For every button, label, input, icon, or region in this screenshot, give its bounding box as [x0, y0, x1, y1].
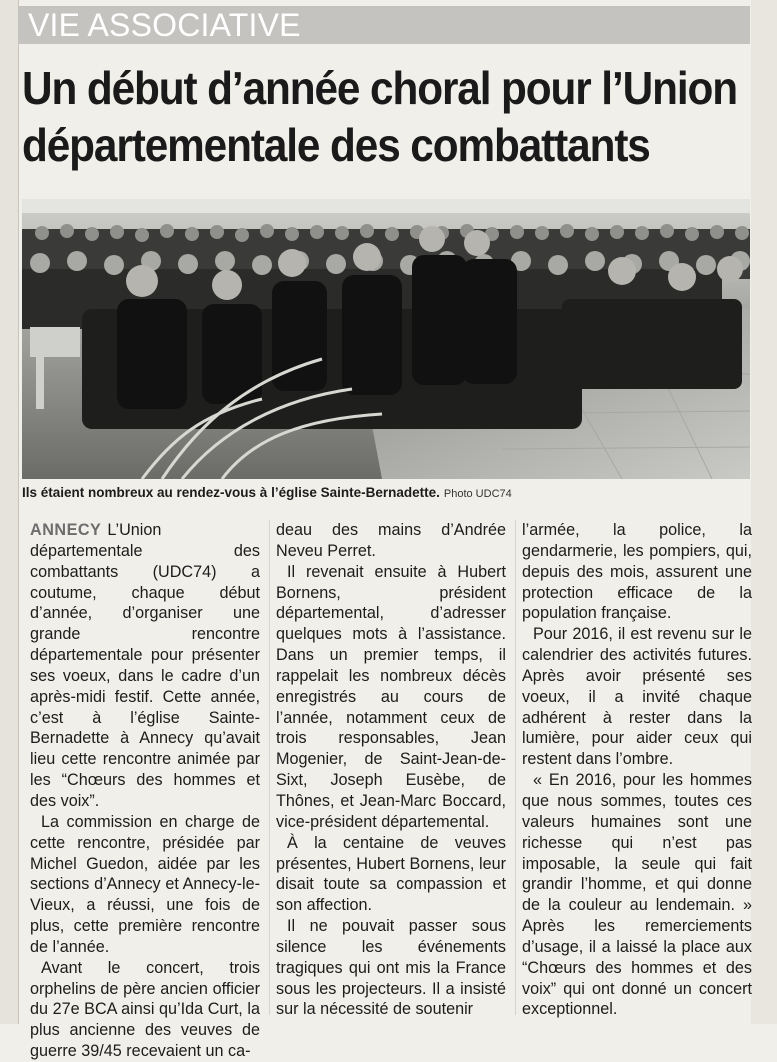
caption-text: Ils étaient nombreux au rendez-vous à l’église Sainte-Bernadette. — [22, 485, 440, 500]
col2-paragraph-3: À la centaine de veuves présentes, Hubert Bornens, leur disait toute sa compassion et son affection. — [276, 833, 506, 915]
col1-paragraph-1 — [30, 520, 260, 812]
audience-photo-illustration — [22, 199, 750, 479]
adjacent-page-edge-right — [751, 0, 777, 1024]
adjacent-page-edge-left — [0, 0, 19, 1024]
headline-line-1: Un début d’année choral pour l’Union — [22, 62, 737, 114]
photo-credit: Photo UDC74 — [443, 488, 512, 500]
article-photo — [22, 199, 750, 479]
col3-paragraph-1: l’armée, la police, la gendarmerie, les pompiers, qui, depuis des mois, assurent une protection efficace de la population française. — [522, 521, 752, 623]
col1-p1-text: L’Union départementale des combattants (UDC74) a coutume, chaque début d’année, d’organiser une grande rencontre départementale pour présenter ses voeux, dans le cadre d’un après-midi festif. Cette année, c’est à l’église Sainte-Bernadette à Annecy qu’avait lieu cette rencontre animée par les “Chœurs des hommes et des voix”. — [30, 521, 260, 810]
article-column-1 — [30, 520, 260, 1061]
col1-paragraph-3: Avant le concert, trois orphelins de père ancien officier du 27e BCA ainsi qu’Ida Curt, la plus ancienne des veuves de guerre 39/45 recevaient un ca- — [30, 958, 260, 1061]
article-headline — [22, 60, 737, 174]
photo-caption — [22, 485, 750, 500]
column-divider-1 — [269, 520, 270, 1015]
col3-paragraph-2: Pour 2016, il est revenu sur le calendrier des activités futures. Après avoir présenté ses voeux, il a invité chaque adhérent à rester dans la lumière, pour aider ceux qui restent dans l’ombre. — [522, 625, 752, 769]
col2-paragraph-2: Il revenait ensuite à Hubert Bornens, président départemental, d’adresser quelques mots à l’assistance. Dans un premier temps, il rappelait les nombreux décès enregistrés au cours de l’année, notamment ceux de trois responsables, Jean Mogenier, de Saint-Jean-de-Sixt, Joseph Eusèbe, de Thônes, et Jean-Marc Boccard, vice-président départemental. — [276, 562, 506, 831]
column-divider-2 — [515, 520, 516, 1015]
col3-paragraph-3: « En 2016, pour les hommes que nous sommes, toutes ces valeurs humaines sont une richesse qui n’est pas imposable, la seule qui fait grandir l’homme, et qui donne de la couleur au lendemain. » Après les remerciements d’usage, il a laissé la place aux “Chœurs des hommes et des voix” qui ont donné un concert exceptionnel. — [522, 771, 752, 1019]
section-rubric-bar — [18, 6, 750, 44]
article-column-3 — [522, 520, 752, 1020]
section-rubric-label: VIE ASSOCIATIVE — [28, 7, 301, 43]
article-column-2 — [276, 520, 506, 1020]
col2-paragraph-4: Il ne pouvait passer sous silence les événements tragiques qui ont mis la France sous les projecteurs. Il a insisté sur la nécessité de soutenir — [276, 917, 506, 1019]
dateline-kicker: ANNECY — [30, 521, 102, 539]
headline-line-2: départementale des combattants — [22, 119, 650, 171]
col2-paragraph-1: deau des mains d’Andrée Neveu Perret. — [276, 521, 506, 560]
col1-paragraph-2: La commission en charge de cette rencontre, présidée par Michel Guedon, aidée par les sections d’Annecy et Annecy-le-Vieux, a réussi, une fois de plus, cette première rencontre de l’année. — [30, 812, 260, 956]
